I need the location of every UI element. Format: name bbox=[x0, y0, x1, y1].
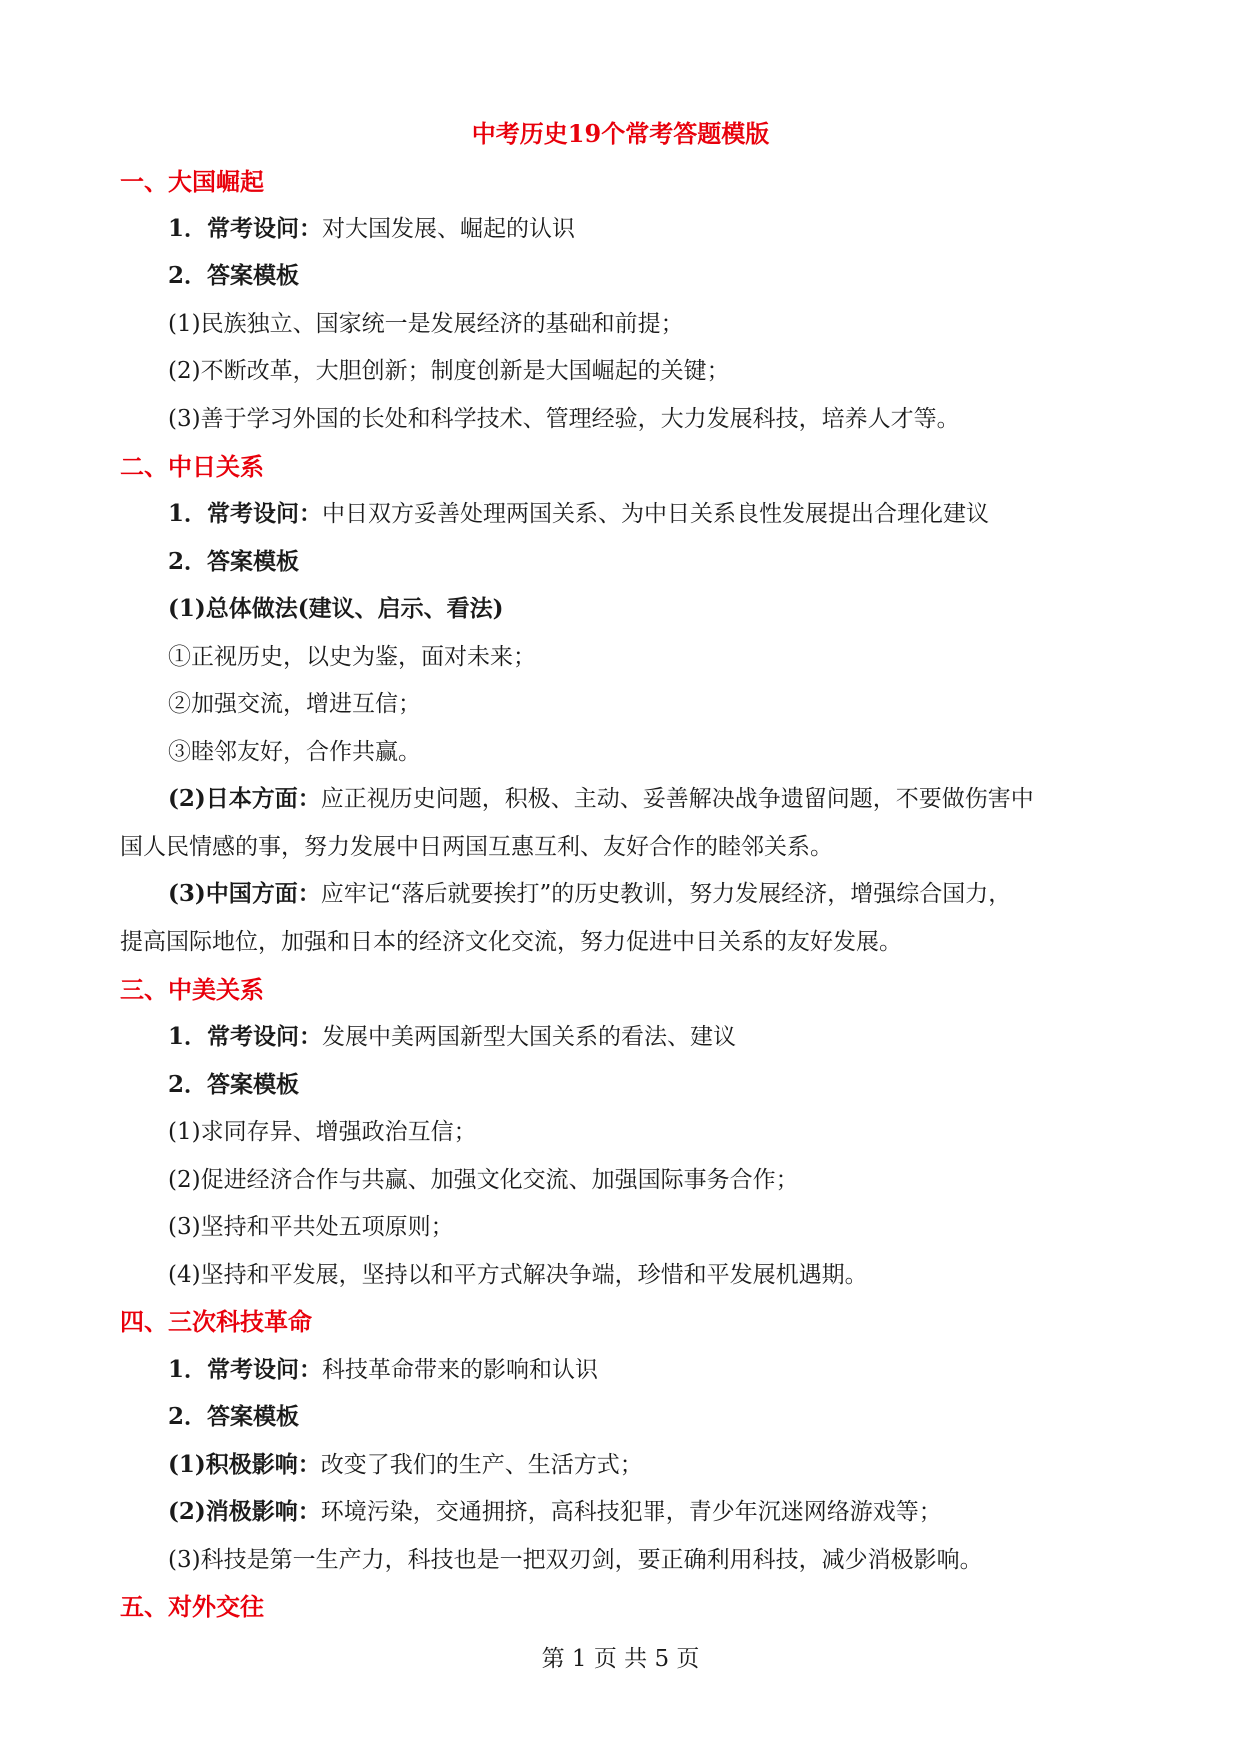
paragraph-continuation: 提高国际地位，加强和日本的经济文化交流，努力促进中日关系的友好发展。 bbox=[120, 929, 902, 955]
question-label: 1．常考设问： bbox=[168, 215, 323, 242]
section-heading-3: 三、中美关系 bbox=[120, 975, 264, 1004]
question-line bbox=[168, 1022, 736, 1052]
question-text: 对大国发展、崛起的认识 bbox=[322, 216, 576, 242]
question-label: 1．常考设问： bbox=[168, 1023, 323, 1050]
question-line bbox=[168, 1355, 598, 1385]
document-title: 中考历史19个常考答题模版 bbox=[471, 119, 770, 148]
answer-item: (3)善于学习外国的长处和科学技术、管理经验，大力发展科技，培养人才等。 bbox=[168, 406, 960, 432]
paragraph-label: (2)消极影响： bbox=[168, 1498, 321, 1525]
answer-label: 2．答案模板 bbox=[168, 262, 300, 289]
answer-label: 2．答案模板 bbox=[168, 1403, 300, 1430]
paragraph-text: 应牢记“落后就要挨打”的历史教训，努力发展经济，增强综合国力， bbox=[320, 881, 1012, 907]
answer-label: 2．答案模板 bbox=[168, 548, 300, 575]
answer-item: (1)求同存异、增强政治互信； bbox=[168, 1119, 477, 1145]
paragraph-label: (2)日本方面： bbox=[168, 785, 321, 812]
section-heading-2: 二、中日关系 bbox=[120, 452, 264, 481]
section-heading-5: 五、对外交往 bbox=[120, 1592, 264, 1621]
section-heading-1: 一、大国崛起 bbox=[120, 167, 264, 196]
answer-item: (2)促进经济合作与共赢、加强文化交流、加强国际事务合作； bbox=[168, 1167, 799, 1193]
answer-item: (2)不断改革，大胆创新；制度创新是大国崛起的关键； bbox=[168, 358, 730, 384]
answer-item: ③睦邻友好，合作共赢。 bbox=[168, 739, 421, 765]
answer-item: ①正视历史，以史为鉴，面对未来； bbox=[168, 644, 536, 670]
answer-item bbox=[168, 1450, 643, 1480]
question-label: 1．常考设问： bbox=[168, 1356, 323, 1383]
page-footer: 第 1 页 共 5 页 bbox=[541, 1646, 700, 1672]
answer-item: (4)坚持和平发展，坚持以和平方式解决争端，珍惜和平发展机遇期。 bbox=[168, 1262, 868, 1288]
answer-item: (3)坚持和平共处五项原则； bbox=[168, 1214, 454, 1240]
answer-item: ②加强交流，增进互信； bbox=[168, 691, 421, 717]
paragraph-label: (3)中国方面： bbox=[168, 880, 321, 907]
question-text: 中日双方妥善处理两国关系、为中日关系良性发展提出合理化建议 bbox=[322, 501, 990, 527]
section-heading-4: 四、三次科技革命 bbox=[120, 1307, 312, 1336]
answer-item: (3)科技是第一生产力，科技也是一把双刃剑，要正确利用科技，减少消极影响。 bbox=[168, 1547, 983, 1573]
question-line bbox=[168, 214, 575, 244]
paragraph-continuation: 国人民情感的事，努力发展中日两国互惠互利、友好合作的睦邻关系。 bbox=[120, 834, 833, 860]
question-text: 科技革命带来的影响和认识 bbox=[322, 1357, 599, 1383]
answer-label: 2．答案模板 bbox=[168, 1071, 300, 1098]
answer-item bbox=[168, 1497, 942, 1527]
answer-item: (1)民族独立、国家统一是发展经济的基础和前提； bbox=[168, 311, 684, 337]
paragraph-japan bbox=[168, 784, 1034, 814]
question-line bbox=[168, 499, 989, 529]
paragraph-text: 应正视历史问题，积极、主动、妥善解决战争遗留问题，不要做伤害中 bbox=[320, 786, 1034, 812]
question-label: 1．常考设问： bbox=[168, 500, 323, 527]
paragraph-label: (1)积极影响： bbox=[168, 1451, 321, 1478]
subheading: (1)总体做法(建议、启示、看法) bbox=[168, 595, 504, 622]
question-text: 发展中美两国新型大国关系的看法、建议 bbox=[322, 1024, 737, 1050]
paragraph-text: 改变了我们的生产、生活方式； bbox=[320, 1452, 643, 1478]
paragraph-text: 环境污染，交通拥挤，高科技犯罪，青少年沉迷网络游戏等； bbox=[320, 1499, 942, 1525]
paragraph-china bbox=[168, 879, 1011, 909]
